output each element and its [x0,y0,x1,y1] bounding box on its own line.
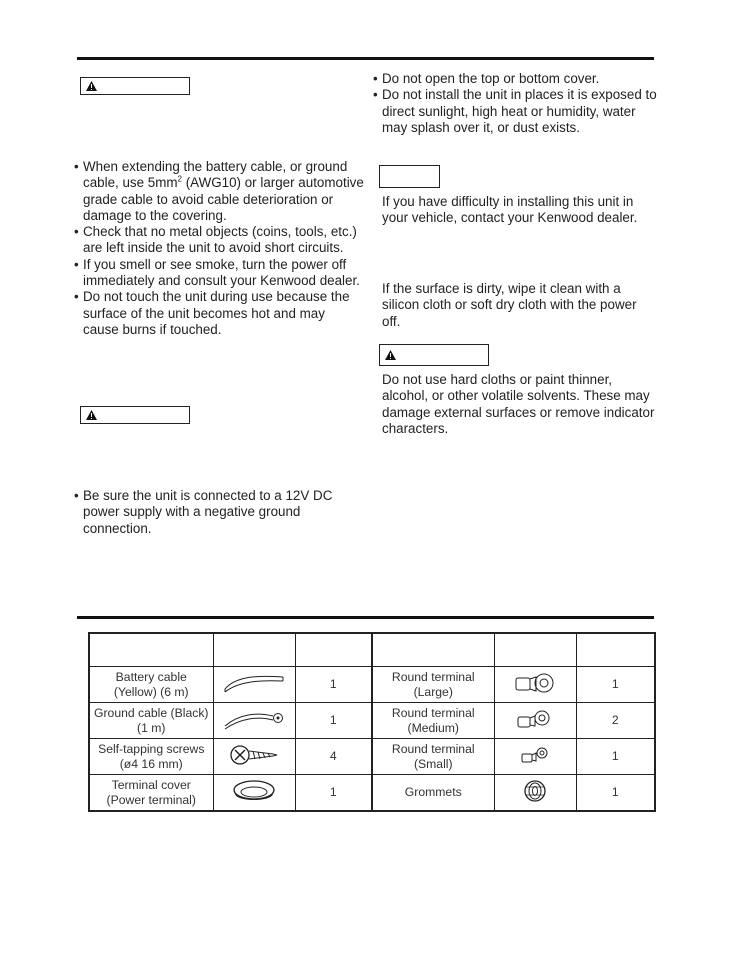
part-qty: 1 [576,775,655,812]
warning-box [80,406,190,424]
list-item: • Do not touch the unit during use because the surface of the unit becomes hot and may cause burns if touched. [74,289,350,337]
part-name: Battery cable (Yellow) (6 m) [89,667,213,703]
screw-icon [229,742,279,768]
part-name: Self-tapping screws (ø4 16 mm) [89,739,213,775]
cleaning-text: If the surface is dirty, wipe it clean with a silicon cloth or soft dry cloth with the power off. [382,281,637,329]
table-row [89,739,655,775]
part-name: Grommets [372,775,494,812]
ring-terminal-medium-icon [512,706,558,732]
part-qty: 2 [576,703,655,739]
left-bullets-2 [74,488,364,537]
accessories-table [88,632,656,812]
warning-triangle-icon [86,81,97,91]
warning-box [80,77,190,95]
table-row [89,703,655,739]
table-header-row [89,633,655,667]
ring-terminal-large-icon [512,670,558,696]
list-item: • When extending the battery cable, or ground cable, use $5mm^2$ (AWG10) or larger automotive grade cable to avoid cable deterioration or damage to the covering. [74,159,364,223]
right-bullets [373,71,658,136]
cable-icon [221,671,287,695]
part-name: Round terminal (Small) [372,739,494,775]
part-name: Ground cable (Black) (1 m) [89,703,213,739]
part-qty: 1 [576,739,655,775]
caution-text: Do not use hard cloths or paint thinner, alcohol, or other volatile solvents. These may damage external surfaces or remove indicator characters. [382,372,655,436]
list-item: • Check that no metal objects (coins, tools, etc.) are left inside the unit to avoid short circuits. [74,224,357,256]
part-name: Round terminal (Medium) [372,703,494,739]
part-name: Terminal cover (Power terminal) [89,775,213,812]
table-row [89,667,655,703]
list-item: • Be sure the unit is connected to a 12V DC power supply with a negative ground connection. [74,488,333,536]
terminal-cover-icon [229,777,279,805]
caution-box [379,344,489,366]
part-name: Round terminal (Large) [372,667,494,703]
grommet-icon [512,778,558,804]
note-box [379,165,440,188]
ground-cable-icon [221,706,287,732]
left-bullets-1 [74,159,364,338]
part-qty: 1 [295,703,372,739]
table-row [89,775,655,812]
part-qty: 1 [576,667,655,703]
section-rule-accessories [77,616,654,619]
list-item: • Do not open the top or bottom cover. [373,71,600,86]
ring-terminal-small-icon [512,742,558,768]
note-text: If you have difficulty in installing this unit in your vehicle, contact your Kenwood dealer. [382,194,638,226]
section-rule-top [77,57,654,60]
warning-triangle-icon [86,410,97,420]
part-qty: 1 [295,775,372,812]
list-item: • Do not install the unit in places it is exposed to direct sunlight, high heat or humidity, water may splash over it, or dust exists. [373,87,657,135]
part-qty: 1 [295,667,372,703]
warning-triangle-icon [385,350,396,360]
part-qty: 4 [295,739,372,775]
list-item: • If you smell or see smoke, turn the power off immediately and consult your Kenwood dealer. [74,256,360,289]
